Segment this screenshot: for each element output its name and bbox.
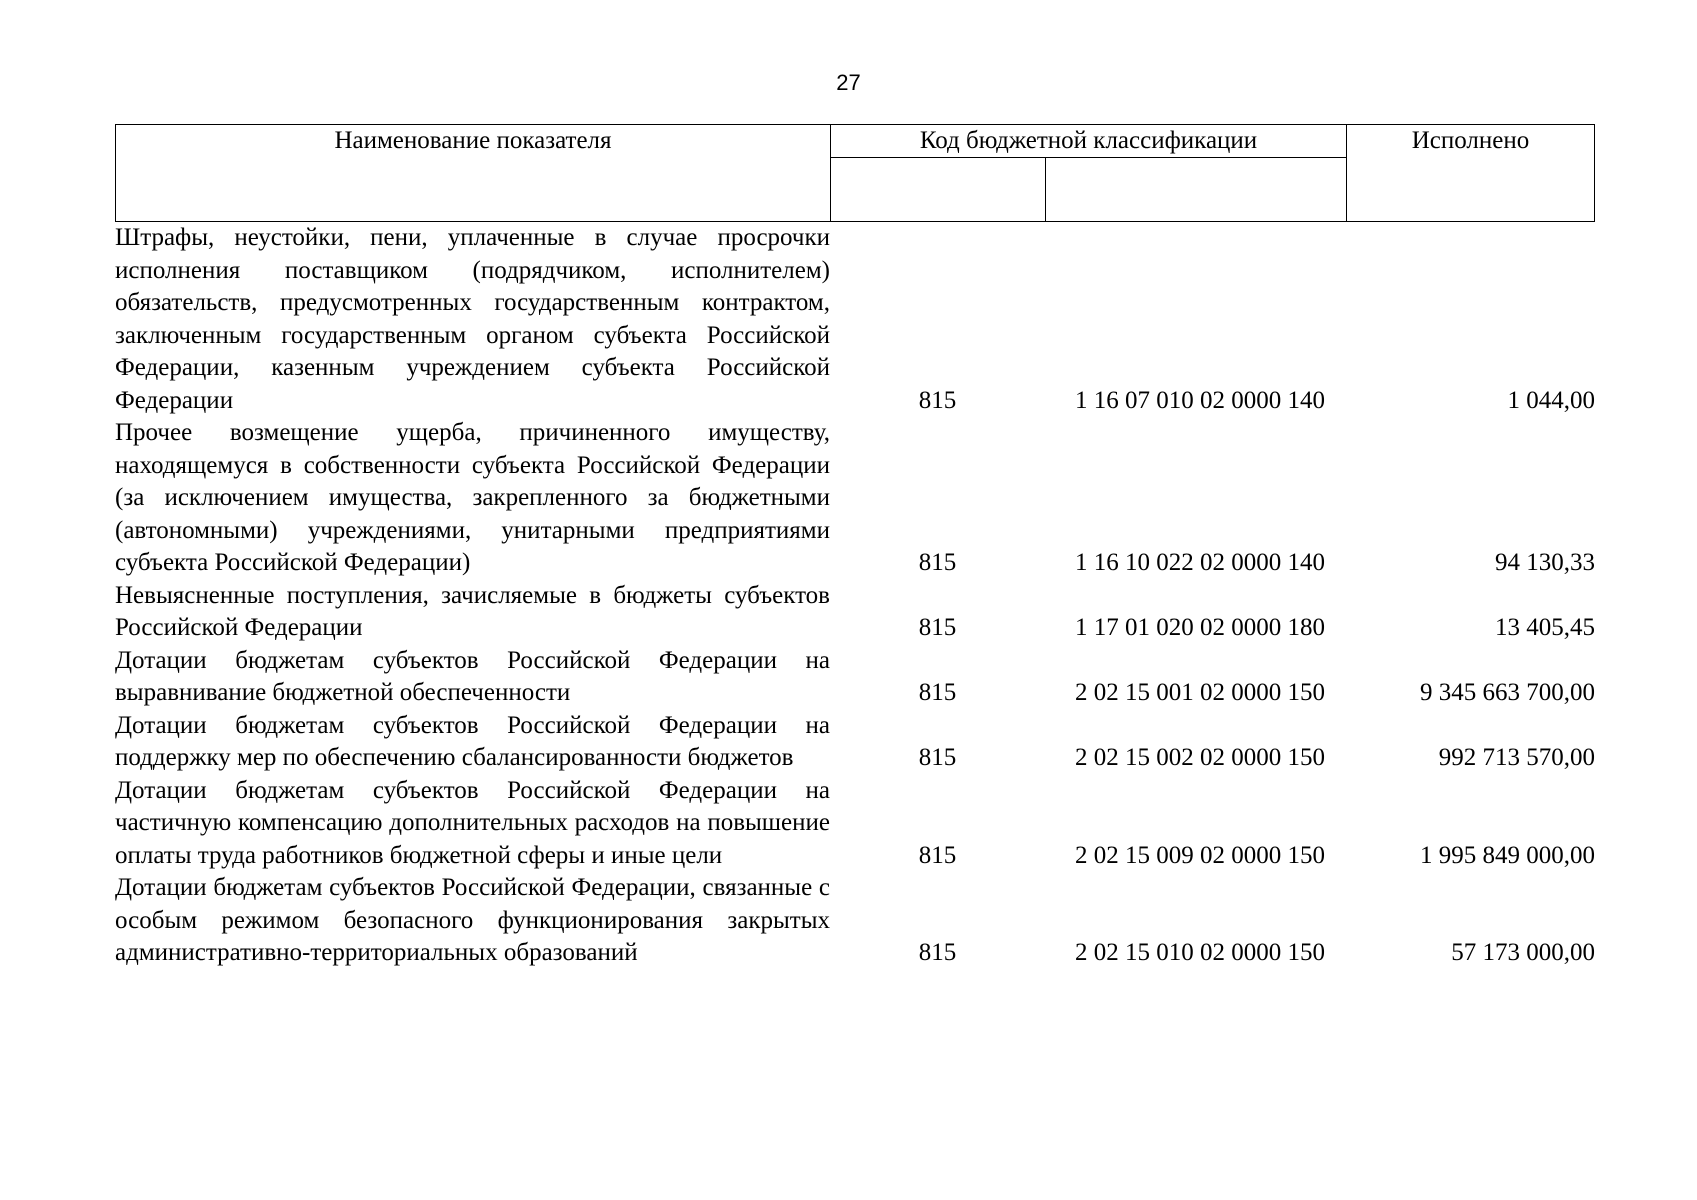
header-admin-code-cell	[831, 158, 1046, 221]
executed-value: 1 995 849 000,00	[1420, 841, 1595, 869]
budget-code: 1 17 01 020 02 0000 180	[1075, 614, 1325, 641]
table-row	[115, 417, 1595, 580]
indicator-name: Штрафы, неустойки, пени, уплаченные в случае просрочки исполнения поставщиком (подрядчиком, исполнителем) обязательств, предусмотренных государственным контрактом, заключенным государственным органом субъекта Российской Федерации, казенным учреждением субъекта Российской Федерации	[115, 224, 830, 414]
table-header	[115, 124, 1595, 222]
budget-code: 2 02 15 001 02 0000 150	[1075, 679, 1325, 706]
indicator-name: Прочее возмещение ущерба, причиненного имуществу, находящемуся в собственности субъекта Российской Федерации (за исключением имущества, закрепленного за бюджетными (автономными) учреждениями, унитарными предприятиями субъекта Российской Федерации)	[115, 419, 830, 576]
table-row	[115, 580, 1595, 645]
executed-value: 57 173 000,00	[1451, 939, 1595, 966]
budget-code: 2 02 15 002 02 0000 150	[1075, 744, 1325, 771]
admin-code: 815	[918, 614, 957, 641]
executed-value: 13 405,45	[1495, 614, 1595, 641]
header-budget-code: Код бюджетной классификации	[831, 125, 1346, 158]
executed-value: 1 044,00	[1507, 386, 1595, 414]
header-name: Наименование показателя	[116, 125, 831, 221]
header-executed: Исполнено	[1346, 125, 1594, 221]
table-row	[115, 645, 1595, 710]
indicator-name: Дотации бюджетам субъектов Российской Федерации на выравнивание бюджетной обеспеченности	[115, 646, 830, 706]
admin-code: 815	[918, 841, 957, 869]
indicator-name: Дотации бюджетам субъектов Российской Федерации, связанные с особым режимом безопасного функционирования закрытых административно-территориальных образований	[115, 874, 830, 966]
table-row	[115, 710, 1595, 775]
executed-value: 94 130,33	[1495, 549, 1595, 576]
admin-code: 815	[918, 744, 957, 771]
admin-code: 815	[918, 679, 957, 706]
table-body	[115, 222, 1595, 970]
admin-code: 815	[918, 386, 957, 414]
table-row	[115, 872, 1595, 970]
indicator-name: Дотации бюджетам субъектов Российской Федерации на поддержку мер по обеспечению сбалансированности бюджетов	[115, 711, 830, 771]
header-income-code-cell	[1046, 158, 1346, 221]
page-number: 27	[836, 70, 861, 95]
budget-code: 1 16 07 010 02 0000 140	[1075, 386, 1325, 414]
indicator-name: Невыясненные поступления, зачисляемые в бюджеты субъектов Российской Федерации	[115, 581, 830, 641]
table-row	[115, 222, 1595, 417]
executed-value: 992 713 570,00	[1438, 744, 1595, 771]
admin-code: 815	[918, 939, 957, 966]
executed-value: 9 345 663 700,00	[1420, 679, 1595, 706]
indicator-name: Дотации бюджетам субъектов Российской Федерации на частичную компенсацию дополнительных расходов на повышение оплаты труда работников бюджетной сферы и иные цели	[115, 776, 830, 869]
table-row	[115, 775, 1595, 873]
budget-code: 2 02 15 009 02 0000 150	[1075, 841, 1325, 869]
budget-code: 2 02 15 010 02 0000 150	[1075, 939, 1325, 966]
admin-code: 815	[918, 549, 957, 576]
budget-code: 1 16 10 022 02 0000 140	[1075, 549, 1325, 576]
